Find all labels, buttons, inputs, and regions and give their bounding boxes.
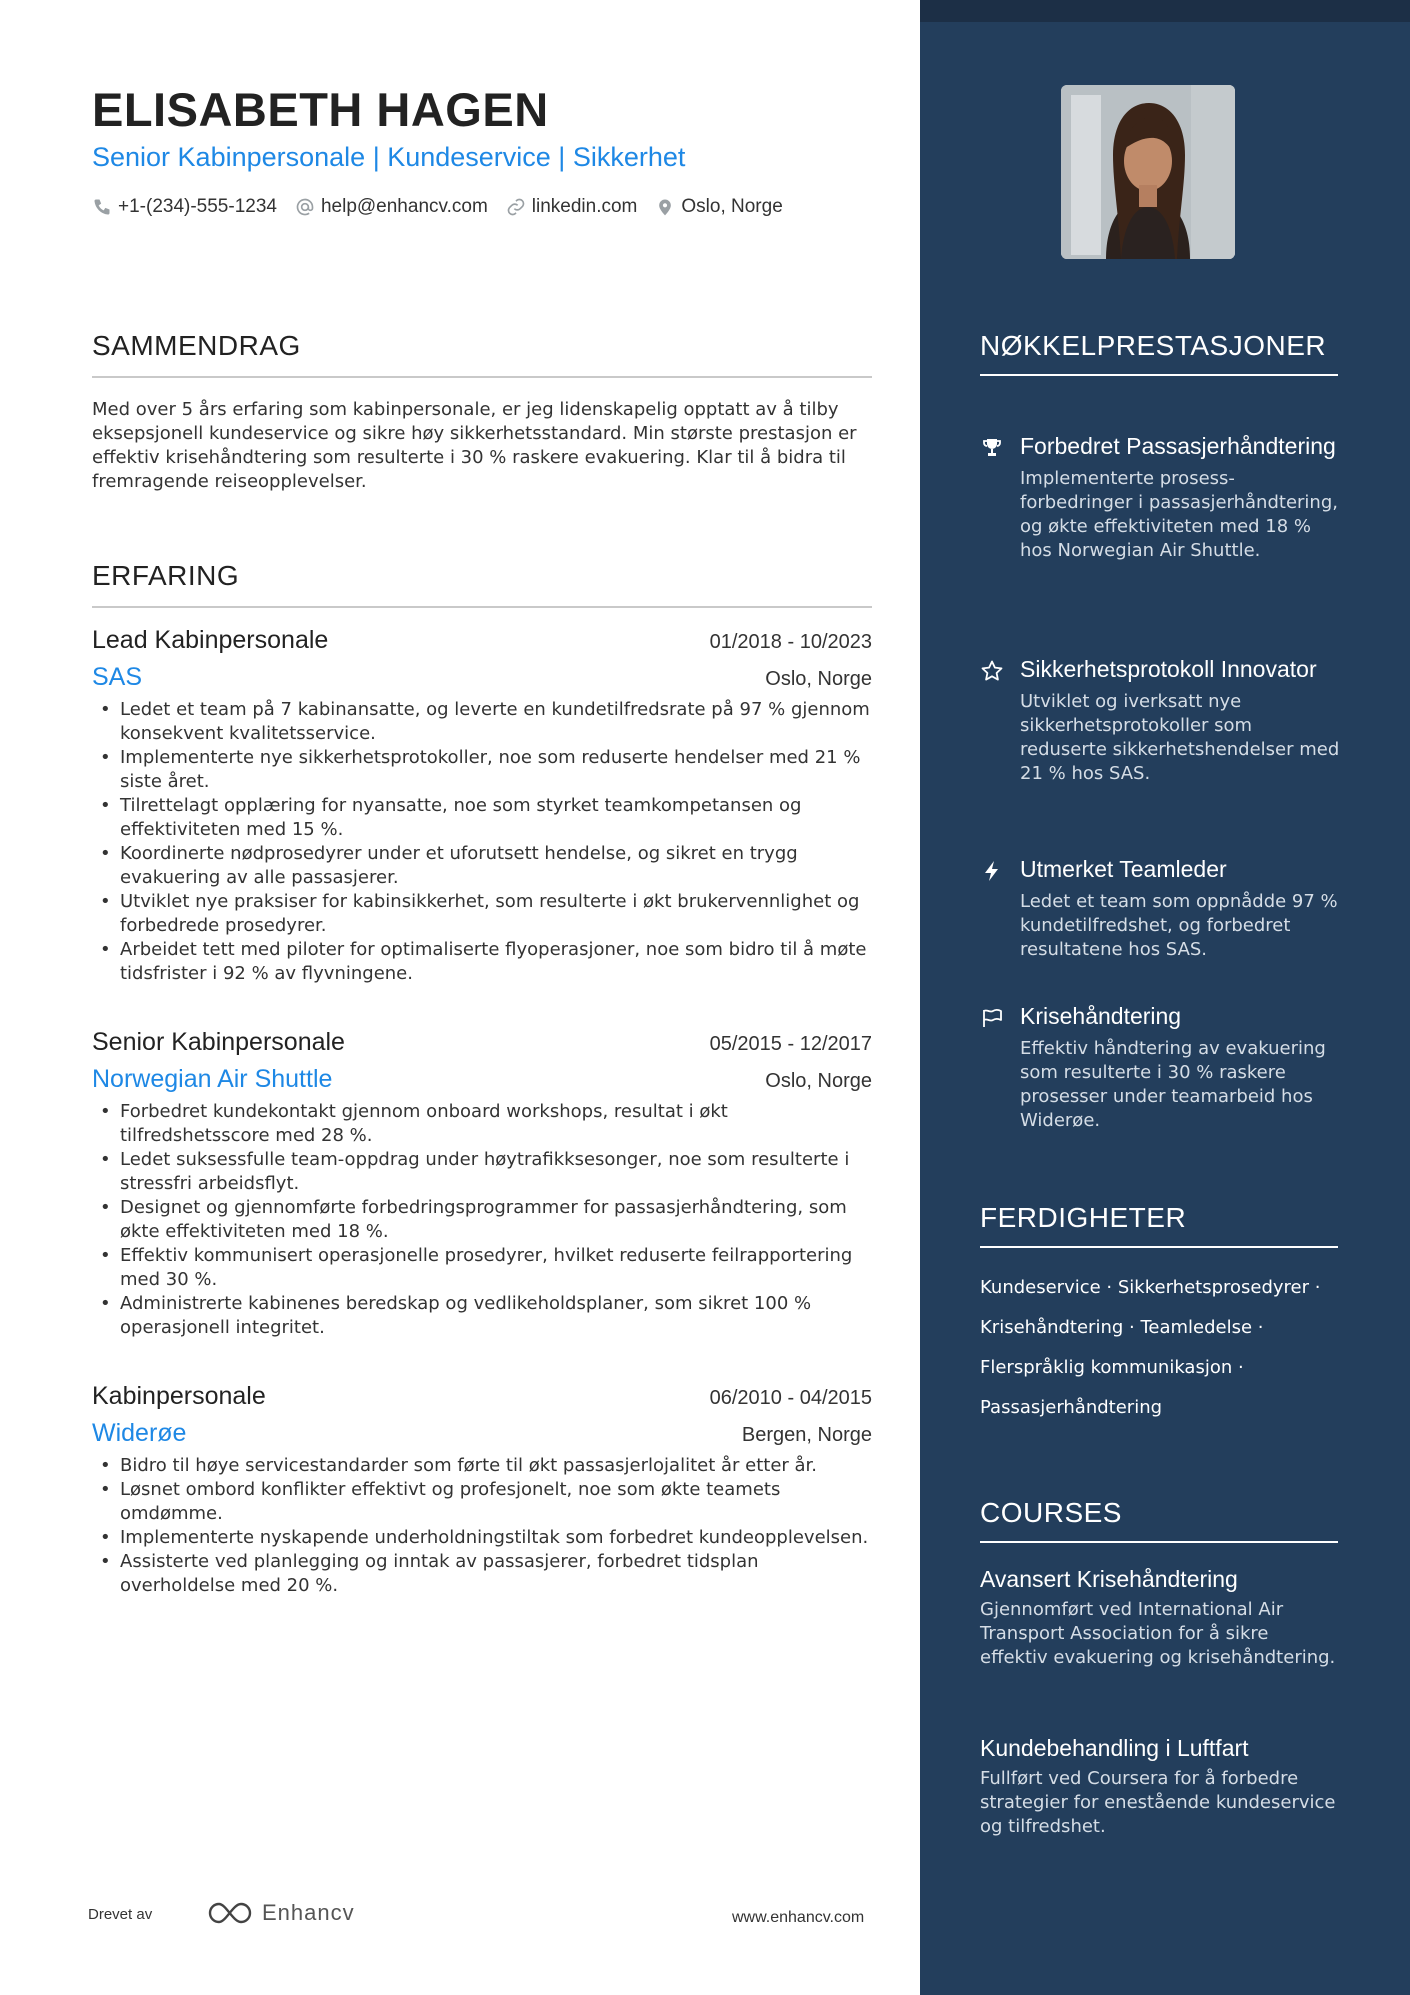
job-title: Kabinpersonale: [92, 1382, 266, 1410]
job-company: SAS: [92, 663, 143, 691]
phone-icon: [92, 197, 112, 217]
job-bullet: • Implementerte nye sikkerhetsprotokoller, noe som reduserte hendelser med 21 % siste året.: [92, 746, 872, 794]
job-bullet: • Forbedret kundekontakt gjennom onboard workshops, resultat i økt tilfredshetsscore med 28 %.: [92, 1100, 872, 1148]
achievement-item: [980, 432, 1340, 563]
job-bullets: [92, 698, 872, 986]
course-item: [980, 1733, 1340, 1839]
job-bullet: • Implementerte nyskapende underholdningstiltak som forbedret kundeopplevelsen.: [92, 1526, 872, 1550]
job-bullet: • Assisterte ved planlegging og inntak av passasjerer, forbedret tidsplan overholdelse med 20 %.: [92, 1550, 872, 1598]
achievements-heading: NØKKELPRESTASJONER: [980, 328, 1338, 376]
job-company: Widerøe: [92, 1419, 187, 1447]
trophy-icon: [980, 436, 1004, 460]
achievement-item: [980, 855, 1340, 962]
job-bullets: [92, 1454, 872, 1598]
job-location: Oslo, Norge: [765, 1070, 872, 1092]
achievement-title: Utmerket Teamleder: [1020, 856, 1227, 882]
website-link[interactable]: www.enhancv.com: [732, 1909, 865, 1926]
job-location: Oslo, Norge: [765, 668, 872, 690]
course-desc: Fullført ved Coursera for å forbedre strategier for enestående kundeservice og tilfredshet.: [980, 1768, 1336, 1837]
achievement-desc: Implementerte prosess-forbedringer i passasjerhåndtering, og økte effektiviteten med 18 % hos Norwegian Air Shuttle.: [1020, 468, 1338, 561]
job-bullet: • Designet og gjennomførte forbedringsprogrammer for passasjerhåndtering, som økte effektiviteten med 18 %.: [92, 1196, 872, 1244]
job-entry: [92, 626, 872, 986]
contact-location: [655, 196, 782, 218]
job-entry: [92, 1028, 872, 1340]
contact-email[interactable]: [295, 196, 488, 218]
contact-phone[interactable]: [92, 196, 277, 218]
skills-line: Flerspråklig kommunikasjon ·: [980, 1357, 1244, 1378]
email-text: help@enhancv.com: [320, 196, 488, 217]
sidebar: [920, 0, 1410, 1995]
contact-linkedin[interactable]: [506, 196, 638, 218]
job-bullet: • Arbeidet tett med piloter for optimaliserte flyoperasjoner, noe som bidro til å møte tidsfrister i 92 % av flyvningene.: [92, 938, 872, 986]
job-title: Senior Kabinpersonale: [92, 1028, 345, 1056]
candidate-name: ELISABETH HAGEN: [92, 83, 549, 136]
job-dates: 06/2010 - 04/2015: [709, 1387, 872, 1409]
job-location: Bergen, Norge: [741, 1424, 872, 1446]
job-bullet: • Løsnet ombord konflikter effektivt og profesjonelt, noe som økte teamets omdømme.: [92, 1478, 872, 1526]
job-company: Norwegian Air Shuttle: [92, 1065, 333, 1093]
job-entry: [92, 1382, 872, 1598]
skills-line: Passasjerhåndtering: [980, 1397, 1163, 1418]
skills-line: Krisehåndtering · Teamledelse ·: [980, 1317, 1264, 1338]
infinity-logo-icon: [206, 1900, 254, 1926]
sidebar-top-band: [920, 0, 1410, 22]
summary-heading: SAMMENDRAG: [92, 330, 872, 378]
achievement-item: [980, 1002, 1340, 1133]
achievement-desc: Effektiv håndtering av evakuering som resulterte i 30 % raskere prosesser under teamarbeid hos Widerøe.: [1020, 1038, 1326, 1131]
enhancv-logo[interactable]: [206, 1900, 355, 1926]
brand-name: Enhancv: [262, 1900, 355, 1925]
achievement-title: Krisehåndtering: [1020, 1003, 1182, 1029]
skills-list: [980, 1268, 1350, 1428]
course-title: Avansert Krisehåndtering: [980, 1566, 1238, 1592]
link-icon: [506, 197, 526, 217]
courses-heading: COURSES: [980, 1495, 1338, 1543]
job-bullet: • Utviklet nye praksiser for kabinsikkerhet, som resulterte i økt brukervennlighet og forbedrede prosedyrer.: [92, 890, 872, 938]
job-dates: 05/2015 - 12/2017: [709, 1033, 872, 1055]
achievement-item: [980, 655, 1340, 786]
job-dates: 01/2018 - 10/2023: [709, 631, 872, 653]
job-bullet: • Effektiv kommunisert operasjonelle prosedyrer, hvilket reduserte feilrapportering med 30 %.: [92, 1244, 872, 1292]
achievement-title: Forbedret Passasjerhåndtering: [1020, 433, 1336, 459]
skills-line: Kundeservice · Sikkerhetsprosedyrer ·: [980, 1277, 1321, 1298]
summary-text: Med over 5 års erfaring som kabinpersonale, er jeg lidenskapelig opptatt av å tilby eksepsjonell kundeservice og sikre høy sikkerhetsstandard. Min største prestasjon er effektiv krisehåndtering som resulterte i 30 % raskere evakuering. Klar til å bidra til fremragende reiseopplevelser.: [92, 399, 857, 492]
job-bullet: • Bidro til høye servicestandarder som førte til økt passasjerlojalitet år etter år.: [92, 1454, 872, 1478]
job-bullet: • Tilrettelagt opplæring for nyansatte, noe som styrket teamkompetansen og effektiviteten med 15 %.: [92, 794, 872, 842]
profile-photo: [1061, 85, 1235, 259]
at-icon: [295, 197, 315, 217]
achievement-desc: Ledet et team som oppnådde 97 % kundetilfredshet, og forbedret resultatene hos SAS.: [1020, 891, 1338, 960]
course-title: Kundebehandling i Luftfart: [980, 1735, 1249, 1761]
experience-heading: ERFARING: [92, 560, 872, 608]
course-desc: Gjennomført ved International Air Transport Association for å sikre effektiv evakuering og krisehåndtering.: [980, 1599, 1336, 1668]
powered-by-label: Drevet av: [88, 1906, 153, 1923]
skills-heading: FERDIGHETER: [980, 1200, 1338, 1248]
job-bullet: • Koordinerte nødprosedyrer under et uforutsett hendelse, og sikret en trygg evakuering av alle passasjerer.: [92, 842, 872, 890]
linkedin-text: linkedin.com: [531, 196, 638, 217]
flag-icon: [980, 1006, 1004, 1030]
course-item: [980, 1564, 1340, 1670]
achievement-title: Sikkerhetsprotokoll Innovator: [1020, 656, 1317, 682]
phone-text: +1-(234)-555-1234: [118, 196, 277, 217]
candidate-title: Senior Kabinpersonale | Kundeservice | Sikkerhet: [92, 142, 686, 172]
job-bullet: • Administrerte kabinenes beredskap og vedlikeholdsplaner, som sikret 100 % operasjonell integritet.: [92, 1292, 872, 1340]
location-pin-icon: [655, 197, 675, 217]
lightning-icon: [980, 859, 1004, 883]
job-bullet: • Ledet et team på 7 kabinansatte, og leverte en kundetilfredsrate på 97 % gjennom konsekvent kvalitetsservice.: [92, 698, 872, 746]
contact-bar: [92, 196, 801, 218]
job-bullet: • Ledet suksessfulle team-oppdrag under høytrafikksesonger, noe som resulterte i stressfri arbeidsflyt.: [92, 1148, 872, 1196]
job-title: Lead Kabinpersonale: [92, 626, 329, 654]
star-icon: [980, 659, 1004, 683]
job-bullets: [92, 1100, 872, 1340]
achievement-desc: Utviklet og iverksatt nye sikkerhetsprotokoller som reduserte sikkerhetshendelser med 21 % hos SAS.: [1020, 691, 1340, 784]
location-text: Oslo, Norge: [681, 196, 783, 217]
